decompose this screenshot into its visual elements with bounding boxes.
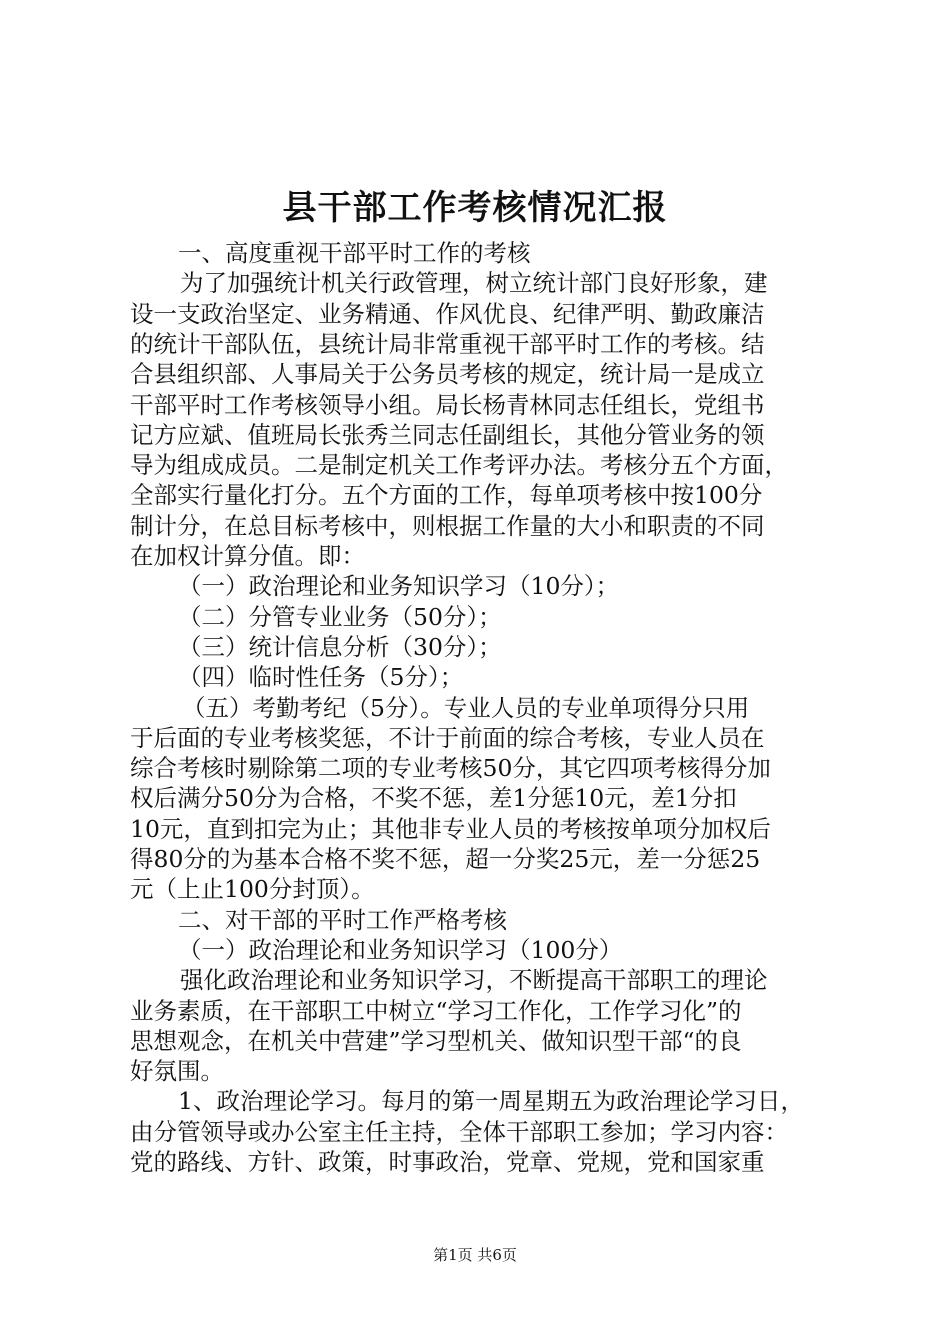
paragraph-line: 全部实行量化打分。五个方面的工作，每单项考核中按100分	[130, 481, 763, 510]
paragraph-line: 导为组成成员。二是制定机关工作考评办法。考核分五个方面，	[130, 451, 788, 480]
paragraph-line: 权后满分50分为合格，不奖不惩，差1分惩10元，差1分扣	[130, 784, 737, 813]
paragraph-line: 强化政治理论和业务知识学习，不断提高干部职工的理论	[180, 966, 768, 995]
page-footer: 第1页 共6页	[433, 1246, 517, 1264]
paragraph-line: 设一支政治坚定、业务精通、作风优良、纪律严明、勤政廉洁	[130, 299, 765, 328]
paragraph-line: （三）统计信息分析（30分）；	[178, 632, 502, 661]
paragraph-line: （一）政治理论和业务知识学习（10分）；	[178, 572, 620, 601]
paragraph-line: 10元，直到扣完为止；其他非专业人员的考核按单项分加权后	[130, 814, 771, 843]
paragraph-line: 的统计干部队伍，县统计局非常重视干部平时工作的考核。结	[130, 329, 765, 358]
paragraph-line: 业务素质，在干部职工中树立“学习工作化，工作学习化”的	[130, 996, 742, 1025]
paragraph-line: 制计分，在总目标考核中，则根据工作量的大小和职责的不同	[130, 511, 765, 540]
paragraph-line: 二、对干部的平时工作严格考核	[178, 905, 507, 934]
paragraph-line: 思想观念，在机关中营建”学习型机关、做知识型干部“的良	[130, 1026, 742, 1055]
paragraph-line: 元（上止100分封顶）。	[130, 875, 375, 904]
paragraph-line: 一、高度重视干部平时工作的考核	[178, 239, 531, 267]
paragraph-line: 于后面的专业考核奖惩，不计于前面的综合考核，专业人员在	[130, 723, 765, 752]
paragraph-line: （一）政治理论和业务知识学习（100分）	[178, 935, 623, 964]
paragraph-line: 综合考核时剔除第二项的专业考核50分，其它四项考核得分加	[130, 754, 771, 783]
paragraph-line: （五）考勤考纪（5分）。专业人员的专业单项得分只用	[182, 693, 750, 722]
paragraph-line: 好氛围。	[130, 1057, 224, 1086]
paragraph-line: （二）分管专业业务（50分）；	[178, 602, 502, 631]
paragraph-line: 党的路线、方针、政策，时事政治，党章、党规，党和国家重	[130, 1148, 765, 1176]
paragraph-line: 合县组织部、人事局关于公务员考核的规定，统计局一是成立	[130, 360, 765, 389]
paragraph-line: （四）临时性任务（5分）；	[178, 663, 464, 692]
paragraph-line: 为了加强统计机关行政管理，树立统计部门良好形象，建	[180, 269, 768, 298]
paragraph-line: 1、政治理论学习。每月的第一周星期五为政治理论学习日，	[178, 1087, 804, 1116]
paragraph-line: 在加权计算分值。即：	[130, 542, 365, 570]
paragraph-line: 记方应斌、值班局长张秀兰同志任副组长，其他分管业务的领	[130, 420, 765, 449]
paragraph-line: 得80分的为基本合格不奖不惩，超一分奖25元，差一分惩25	[130, 845, 761, 873]
paragraph-line: 由分管领导或办公室主任主持，全体干部职工参加；学习内容：	[130, 1117, 788, 1146]
paragraph-line: 干部平时工作考核领导小组。局长杨青林同志任组长，党组书	[130, 390, 765, 419]
document-title: 县干部工作考核情况汇报	[282, 188, 668, 228]
